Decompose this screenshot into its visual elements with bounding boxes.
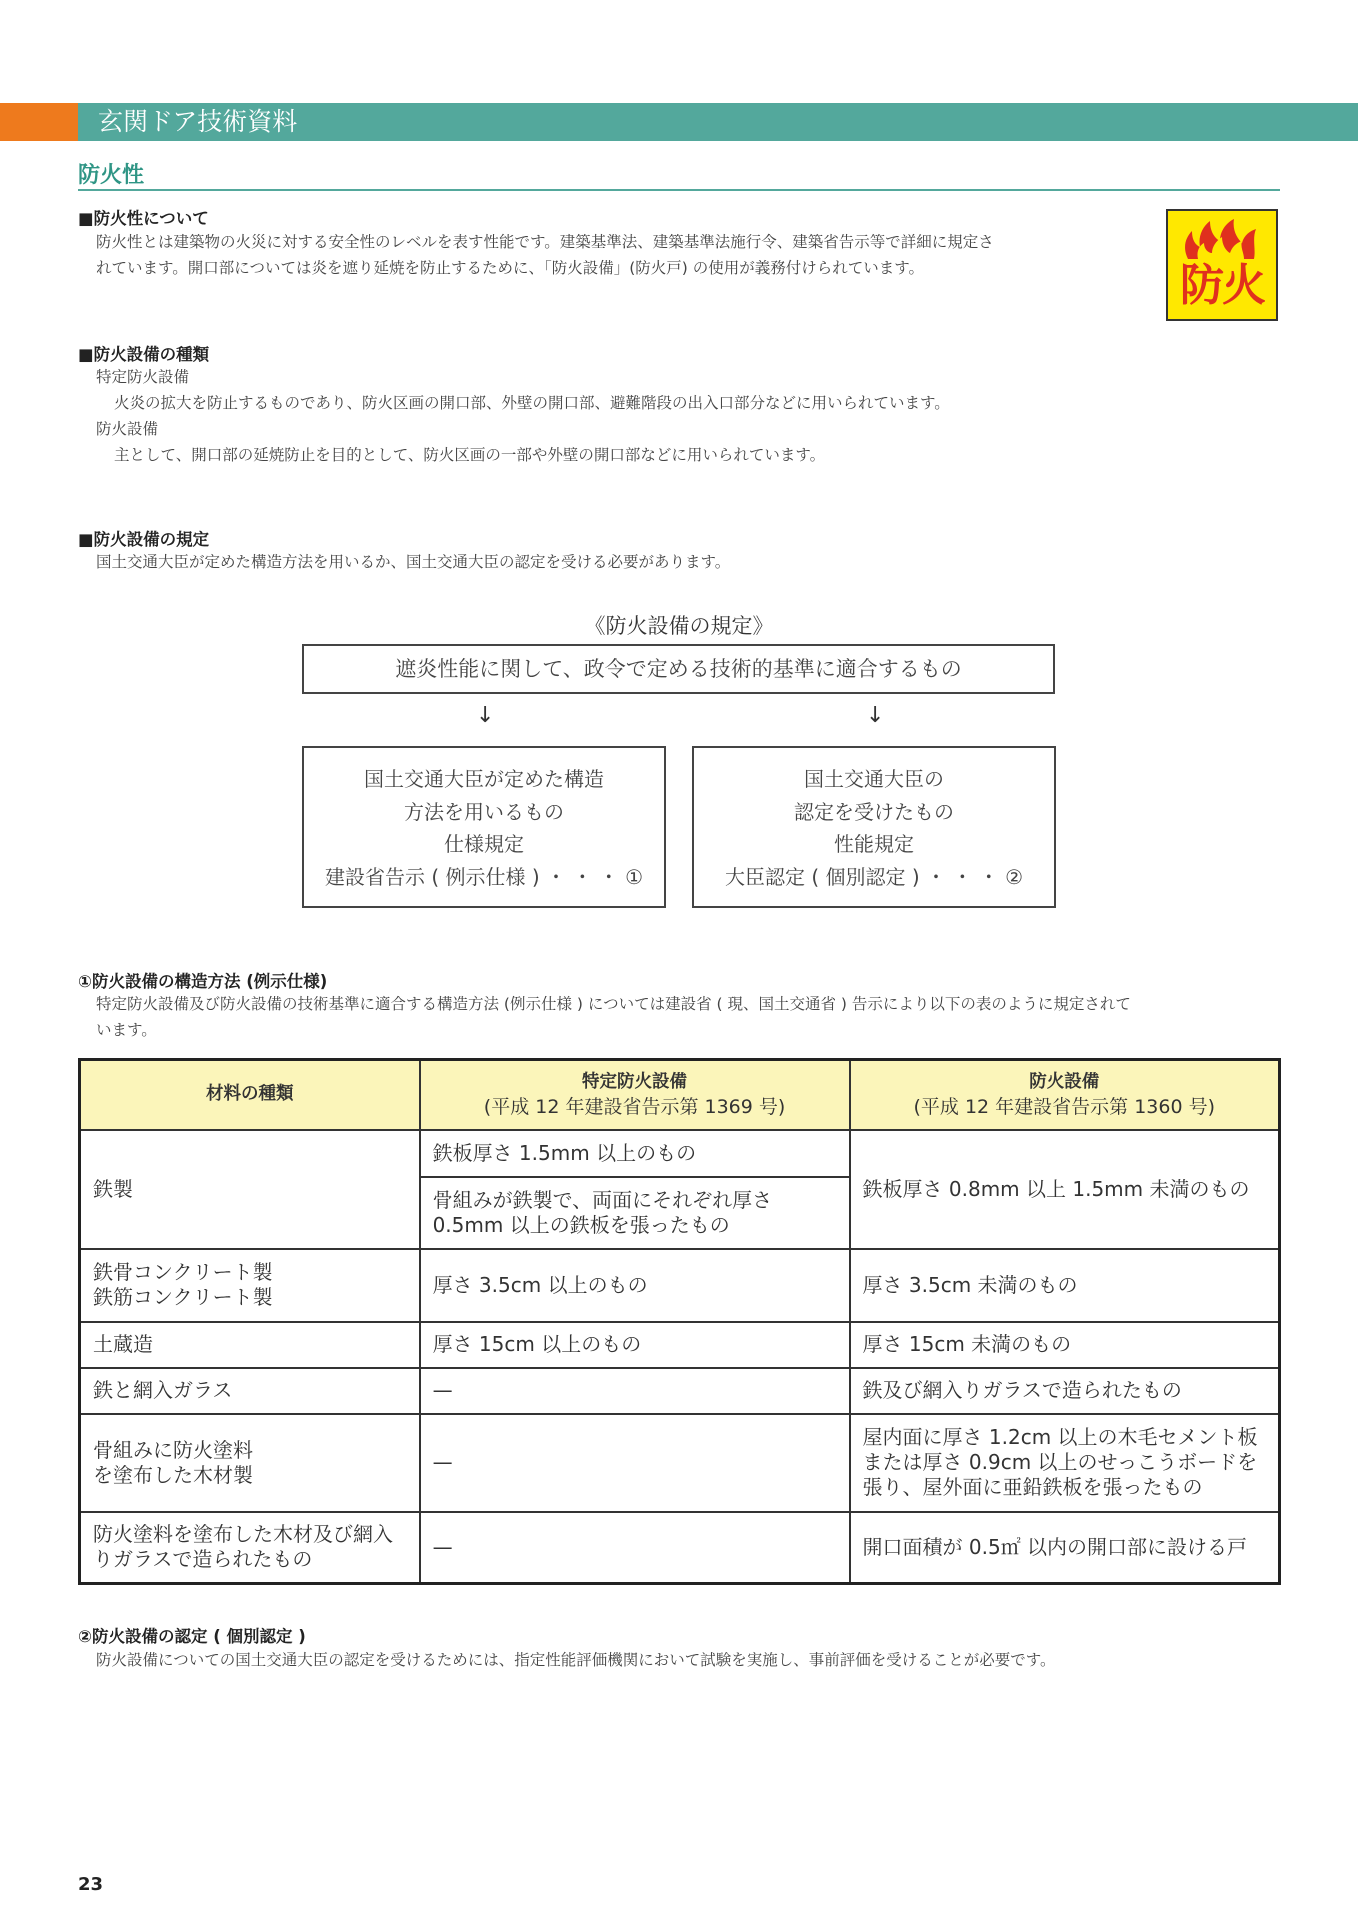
diagram-right-line: 認定を受けたもの <box>794 799 954 824</box>
table-header-row <box>80 1060 1280 1130</box>
cell-special: 厚さ 3.5cm 以上のもの <box>420 1249 850 1322</box>
about-text-2: れています。開口部については炎を遮り延焼を防止するために、「防火設備」(防火戸) の使用が義務付けられています。 <box>96 259 924 277</box>
cell-special: — <box>420 1368 850 1414</box>
method-text-2: います。 <box>96 1021 157 1039</box>
page-title: 玄関ドア技術資料 <box>98 107 298 136</box>
cell-special: 鉄板厚さ 1.5mm 以上のもの <box>420 1130 850 1177</box>
section-title: 防火性 <box>78 163 145 188</box>
section-divider <box>78 189 1280 191</box>
diagram-left-line: 国土交通大臣が定めた構造 <box>364 767 604 791</box>
table-row <box>80 1130 1280 1177</box>
table-row <box>80 1368 1280 1414</box>
header-material: 材料の種類 <box>80 1060 420 1130</box>
header-accent <box>0 103 78 141</box>
fire-badge <box>1166 209 1278 321</box>
diagram-top-box: 遮炎性能に関して、政令で定める技術的基準に適合するもの <box>302 644 1055 694</box>
method-heading: ①防火設備の構造方法 (例示仕様) <box>78 972 328 991</box>
badge-label: 防火 <box>1180 260 1264 311</box>
rules-desc: 国土交通大臣が定めた構造方法を用いるか、国土交通大臣の認定を受ける必要があります。 <box>96 553 731 571</box>
cell-fire: 厚さ 3.5cm 未満のもの <box>850 1249 1280 1322</box>
cell-material: 骨組みに防火塗料 を塗布した木材製 <box>80 1414 420 1512</box>
table-row <box>80 1414 1280 1512</box>
cell-material: 鉄製 <box>80 1130 420 1249</box>
cell-special: 骨組みが鉄製で、両面にそれぞれ厚さ 0.5mm 以上の鉄板を張ったもの <box>420 1177 850 1249</box>
arrow-down-icon: ↓ <box>476 703 495 728</box>
cell-fire: 開口面積が 0.5㎡ 以内の開口部に設ける戸 <box>850 1512 1280 1584</box>
rules-heading: ■防火設備の規定 <box>78 530 210 549</box>
header-fire: 防火設備 (平成 12 年建設省告示第 1360 号) <box>850 1060 1280 1130</box>
about-text-1: 防火性とは建築物の火災に対する安全性のレベルを表す性能です。建築基準法、建築基準法施行令、建築省告示等で詳細に規定さ <box>96 233 994 251</box>
diagram-left-line: 仕様規定 <box>444 832 524 856</box>
diagram-right-line: 性能規定 <box>834 832 914 856</box>
cell-material: 鉄骨コンクリート製 鉄筋コンクリート製 <box>80 1249 420 1322</box>
type2-desc: 主として、開口部の延焼防止を目的として、防火区画の一部や外壁の開口部などに用いられています。 <box>114 446 826 464</box>
cell-material: 土蔵造 <box>80 1322 420 1368</box>
header-special: 特定防火設備 (平成 12 年建設省告示第 1369 号) <box>420 1060 850 1130</box>
cell-special: 厚さ 15cm 以上のもの <box>420 1322 850 1368</box>
table-row <box>80 1322 1280 1368</box>
cell-special: — <box>420 1414 850 1512</box>
diagram-right-box <box>692 746 1056 908</box>
cell-special: — <box>420 1512 850 1584</box>
cert-heading: ②防火設備の認定 ( 個別認定 ) <box>78 1627 306 1646</box>
type2-name: 防火設備 <box>96 420 159 438</box>
cell-fire: 屋内面に厚さ 1.2cm 以上の木毛セメント板または厚さ 0.9cm 以上のせっこうボードを張り、屋外面に亜鉛鉄板を張ったもの <box>850 1414 1280 1512</box>
diagram-right-line: 大臣認定 ( 個別認定 ) ・ ・ ・ ② <box>724 864 1024 889</box>
table-row <box>80 1512 1280 1584</box>
diagram-left-line: 方法を用いるもの <box>404 799 564 824</box>
cell-fire: 厚さ 15cm 未満のもの <box>850 1322 1280 1368</box>
cert-desc: 防火設備についての国土交通大臣の認定を受けるためには、指定性能評価機関において試験を実施し、事前評価を受けることが必要です。 <box>96 1651 1056 1669</box>
page-number: 23 <box>78 1874 104 1895</box>
types-heading: ■防火設備の種類 <box>78 345 210 364</box>
diagram-left-box <box>302 746 666 908</box>
method-text-1: 特定防火設備及び防火設備の技術基準に適合する構造方法 (例示仕様 ) については建設省 ( 現、国土交通省 ) 告示により以下の表のように規定されて <box>96 995 1131 1013</box>
diagram-left-line: 建設省告示 ( 例示仕様 ) ・ ・ ・ ① <box>324 864 644 889</box>
cell-fire: 鉄板厚さ 0.8mm 以上 1.5mm 未満のもの <box>850 1130 1280 1249</box>
arrow-down-icon: ↓ <box>866 703 885 728</box>
table-row <box>80 1249 1280 1322</box>
type1-desc: 火炎の拡大を防止するものであり、防火区画の開口部、外壁の開口部、避難階段の出入口部分などに用いられています。 <box>114 394 950 412</box>
about-heading: ■防火性について <box>78 209 209 228</box>
type1-name: 特定防火設備 <box>96 368 190 386</box>
spec-table <box>78 1058 1281 1585</box>
cell-fire: 鉄及び網入りガラスで造られたもの <box>850 1368 1280 1414</box>
diagram-title: 《防火設備の規定》 <box>584 614 774 638</box>
diagram-right-line: 国土交通大臣の <box>804 767 944 791</box>
cell-material: 鉄と網入ガラス <box>80 1368 420 1414</box>
cell-material: 防火塗料を塗布した木材及び網入りガラスで造られたもの <box>80 1512 420 1584</box>
